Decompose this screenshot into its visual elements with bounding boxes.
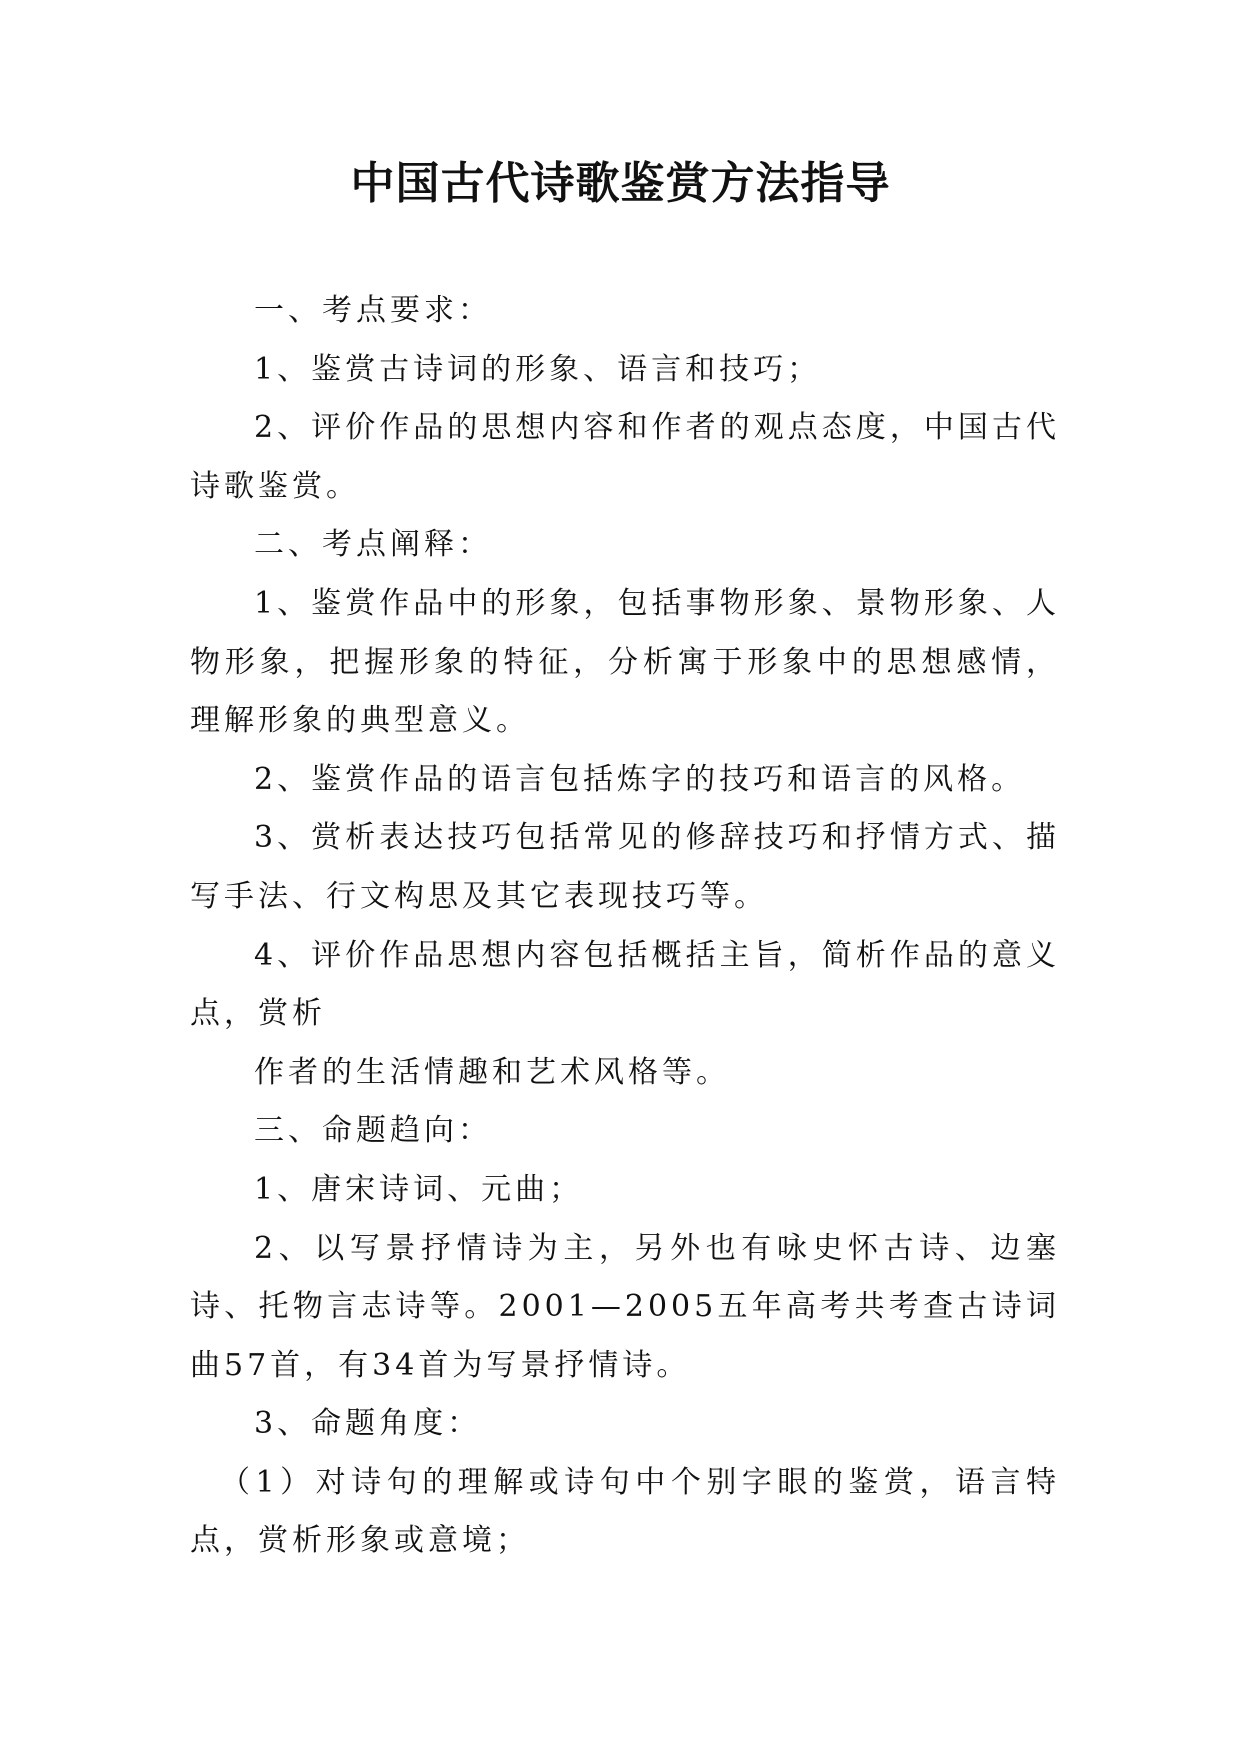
paragraph: 2、以写景抒情诗为主，另外也有咏史怀古诗、边塞诗、托物言志诗等。2001—2005五年高考共考查古诗词曲57首，有34首为写景抒情诗。 — [190, 1230, 1060, 1383]
paragraph: 1、唐宋诗词、元曲； — [254, 1171, 584, 1207]
paragraph: 1、鉴赏作品中的形象，包括事物形象、景物形象、人物形象，把握形象的特征，分析寓于形象中的思想感情，理解形象的典型意义。 — [190, 585, 1060, 739]
paragraph: 作者的生活情趣和艺术风格等。 — [254, 1054, 730, 1090]
paragraph: 3、赏析表达技巧包括常见的修辞技巧和抒情方式、描写手法、行文构思及其它表现技巧等。 — [190, 820, 1060, 914]
paragraph: 4、评价作品思想内容包括概括主旨，简析作品的意义点，赏析 — [190, 937, 1060, 1032]
document-body — [190, 282, 1060, 1571]
section-heading-requirements: 一、考点要求： — [254, 293, 492, 328]
paragraph: 3、命题角度： — [254, 1406, 482, 1442]
paragraph: 2、鉴赏作品的语言包括炼字的技巧和语言的风格。 — [254, 761, 1026, 797]
paragraph: （1）对诗句的理解或诗句中个别字眼的鉴赏，语言特点，赏析形象或意境； — [190, 1464, 1060, 1559]
paragraph: 1、鉴赏古诗词的形象、语言和技巧； — [254, 351, 822, 387]
section-heading-explanation: 二、考点阐释： — [254, 527, 492, 563]
document-title: 中国古代诗歌鉴赏方法指导 — [350, 158, 891, 209]
paragraph: 2、评价作品的思想内容和作者的观点态度，中国古代诗歌鉴赏。 — [190, 410, 1060, 504]
section-heading-trends: 三、命题趋向： — [254, 1113, 492, 1149]
